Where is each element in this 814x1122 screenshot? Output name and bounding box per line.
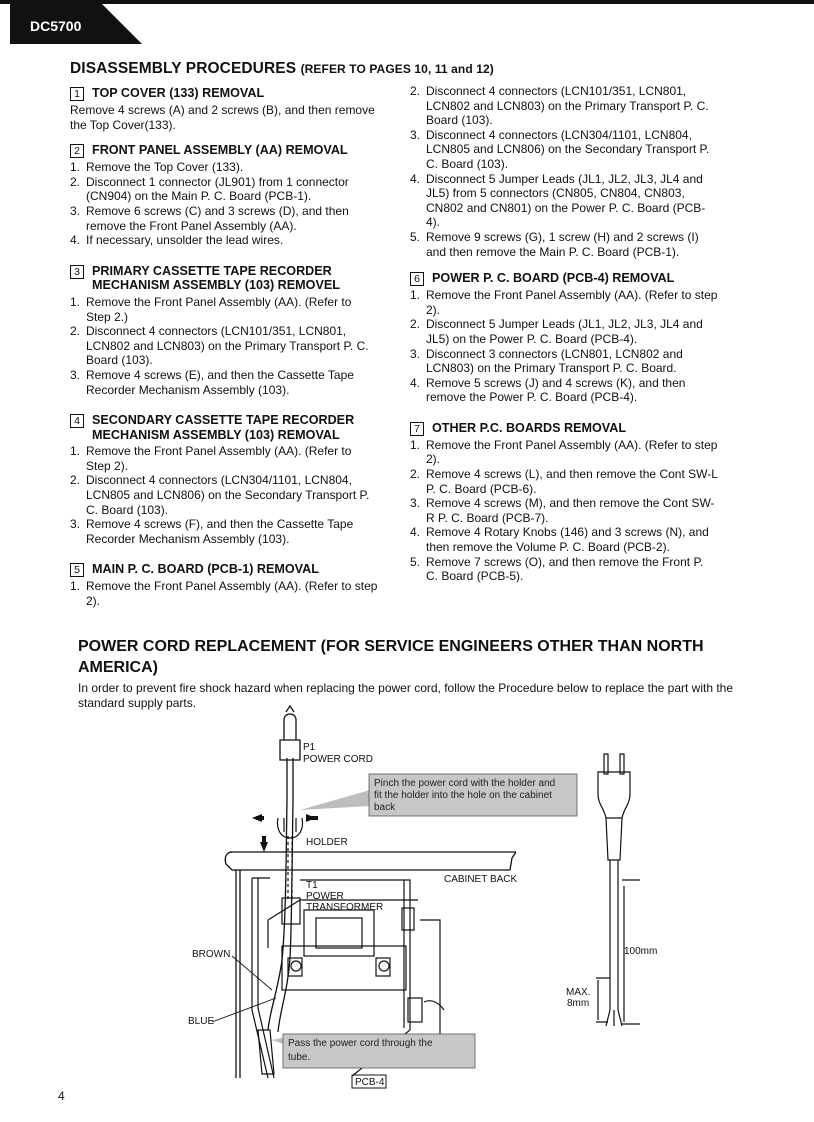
list-item: 1. Remove the Front Panel Assembly (AA). (Refer to step 2). (70, 579, 378, 609)
power-cord-line (268, 706, 300, 1032)
note-box-2 (272, 1034, 475, 1068)
note-box-1 (300, 774, 577, 816)
list-item: 2. Disconnect 5 Jumper Leads (JL1, JL2, JL3, JL4 and JL5) on the Power P. C. Board (PCB-4). (410, 317, 703, 346)
section-title: TOP COVER (133) REMOVAL (92, 86, 265, 100)
page-number: 4 (58, 1089, 65, 1103)
section-title: OTHER P.C. BOARDS REMOVAL (432, 420, 627, 435)
power-label: POWER (306, 891, 344, 902)
plug-drawing (596, 754, 640, 1026)
section-number: 7 (410, 422, 424, 436)
list-item: 4. Remove 5 screws (J) and 4 screws (K), and then remove the Power P. C. Board (PCB-4). (410, 375, 686, 405)
wire-leaders (212, 956, 276, 1022)
blue-label: BLUE (188, 1016, 215, 1027)
list-item: 3. Remove 4 screws (E), and then the Cassette Tape Recorder Mechanism Assembly (103). (70, 367, 354, 397)
section-number: 2 (70, 144, 84, 158)
holder (278, 818, 445, 1022)
dim-100mm-label: 100mm (624, 946, 658, 957)
list-item: 5. Remove 7 screws (O), and then remove the Front P. C. Board (PCB-5). (410, 554, 704, 584)
section-number: 3 (70, 265, 84, 279)
section-title: PRIMARY CASSETTE TAPE RECORDER MECHANISM ASSEMBLY (103) REMOVEL (92, 263, 340, 293)
list-item: 4. Disconnect 5 Jumper Leads (JL1, JL2, JL3, JL4 and JL5) from 5 connectors (CN805, CN804, CN803, CN802 and CN801) on the Power P. C. Board (PCB-4). (410, 171, 706, 230)
max-label: MAX. (566, 987, 591, 998)
list-item: 2. Disconnect 1 connector (JL901) from 1 connector (CN904) on the Main P. C. Board (PCB-1). (70, 174, 349, 204)
t1-label: T1 (306, 880, 318, 891)
p1-label: P1 (303, 742, 316, 753)
transformer (282, 910, 406, 990)
power-cord-intro: In order to prevent fire shock hazard when replacing the power cord, follow the Procedure below to replace the part with the standard supply parts. (78, 681, 734, 710)
note1-line1: Pinch the power cord with the holder and (374, 778, 556, 789)
list-item: 4. Remove 4 Rotary Knobs (146) and 3 screws (N), and then remove the Volume P. C. Board (PCB-2). (410, 525, 709, 555)
list-item: 2. Disconnect 4 connectors (LCN101/351, LCN801, LCN802 and LCN803) on the Primary Transport P. C. Board (103). (410, 84, 709, 128)
list-item: 2. Disconnect 4 connectors (LCN101/351, LCN801, LCN802 and LCN803) on the Primary Transport P. C. Board (103). (70, 324, 369, 368)
note1-line2: fit the holder into the hole on the cabinet (374, 790, 552, 801)
transformer-label: TRANSFORMER (306, 902, 384, 913)
section-title: FRONT PANEL ASSEMBLY (AA) REMOVAL (92, 143, 348, 158)
power-cord-label: POWER CORD (303, 754, 373, 765)
note2-line2: tube. (288, 1052, 311, 1063)
list-item: 3. Disconnect 4 connectors (LCN304/1101, LCN804, LCN805 and LCN806) on the Secondary Transport P. C. Board (103). (410, 127, 710, 171)
brown-label: BROWN (192, 949, 231, 960)
list-item: 3. Remove 4 screws (M), and then remove the Cont SW-R P. C. Board (PCB-7). (410, 496, 715, 525)
pcb4-label: PCB-4 (355, 1077, 385, 1088)
list-item: 2. Remove 4 screws (L), and then remove the Cont SW-L P. C. Board (PCB-6). (410, 467, 718, 496)
power-cord-heading: POWER CORD REPLACEMENT (FOR SERVICE ENGINEERS OTHER THAN NORTH AMERICA) (78, 638, 704, 676)
section-number: 4 (70, 414, 84, 428)
page-title-sub: (REFER TO PAGES 10, 11 and 12) (300, 62, 494, 76)
section-number: 5 (70, 563, 84, 577)
list-item: 5. Remove 9 screws (G), 1 screw (H) and 2 screws (I) and then remove the Main P. C. Board (PCB-1). (410, 229, 699, 259)
list-item: 1. Remove the Front Panel Assembly (AA). (Refer to Step 2). (70, 444, 352, 473)
holder-label: HOLDER (306, 837, 348, 848)
list-item: 3. Disconnect 3 connectors (LCN801, LCN802 and LCN803) on the Primary Transport P. C. Board. (410, 346, 683, 376)
page-title-main: DISASSEMBLY PROCEDURES (70, 60, 297, 77)
list-item: 4. If necessary, unsolder the lead wires. (70, 233, 284, 248)
section-number: 6 (410, 272, 424, 286)
note2-line1: Pass the power cord through the (288, 1038, 433, 1049)
list-item: 1. Remove the Front Panel Assembly (AA). (Refer to step 2). (410, 288, 718, 317)
section-title: POWER P. C. BOARD (PCB-4) REMOVAL (432, 271, 675, 286)
list-item: 1. Remove the Top Cover (133). (70, 160, 244, 175)
note1-line3: back (374, 802, 396, 813)
section-text: Remove 4 screws (A) and 2 screws (B), and then remove the Top Cover(133). (70, 103, 375, 132)
section-title: MAIN P. C. BOARD (PCB-1) REMOVAL (92, 562, 319, 577)
cabinet-back-label: CABINET BACK (444, 874, 518, 885)
list-item: 3. Remove 4 screws (F), and then the Cassette Tape Recorder Mechanism Assembly (103). (70, 517, 354, 546)
list-item: 1. Remove the Front Panel Assembly (AA). (Refer to step 2). (410, 437, 718, 467)
section-number: 1 (70, 87, 84, 101)
dim-8mm-label: 8mm (567, 998, 590, 1009)
model-label: DC5700 (30, 18, 82, 34)
list-item: 2. Disconnect 4 connectors (LCN304/1101, LCN804, LCN805 and LCN806) on the Secondary Transport P. C. Board (103). (70, 473, 370, 517)
list-item: 3. Remove 6 screws (C) and 3 screws (D), and then remove the Front Panel Assembly (AA). (70, 203, 349, 233)
section-title: SECONDARY CASSETTE TAPE RECORDER MECHANISM ASSEMBLY (103) REMOVAL (92, 413, 355, 442)
list-item: 1. Remove the Front Panel Assembly (AA). (Refer to Step 2.) (70, 294, 352, 324)
